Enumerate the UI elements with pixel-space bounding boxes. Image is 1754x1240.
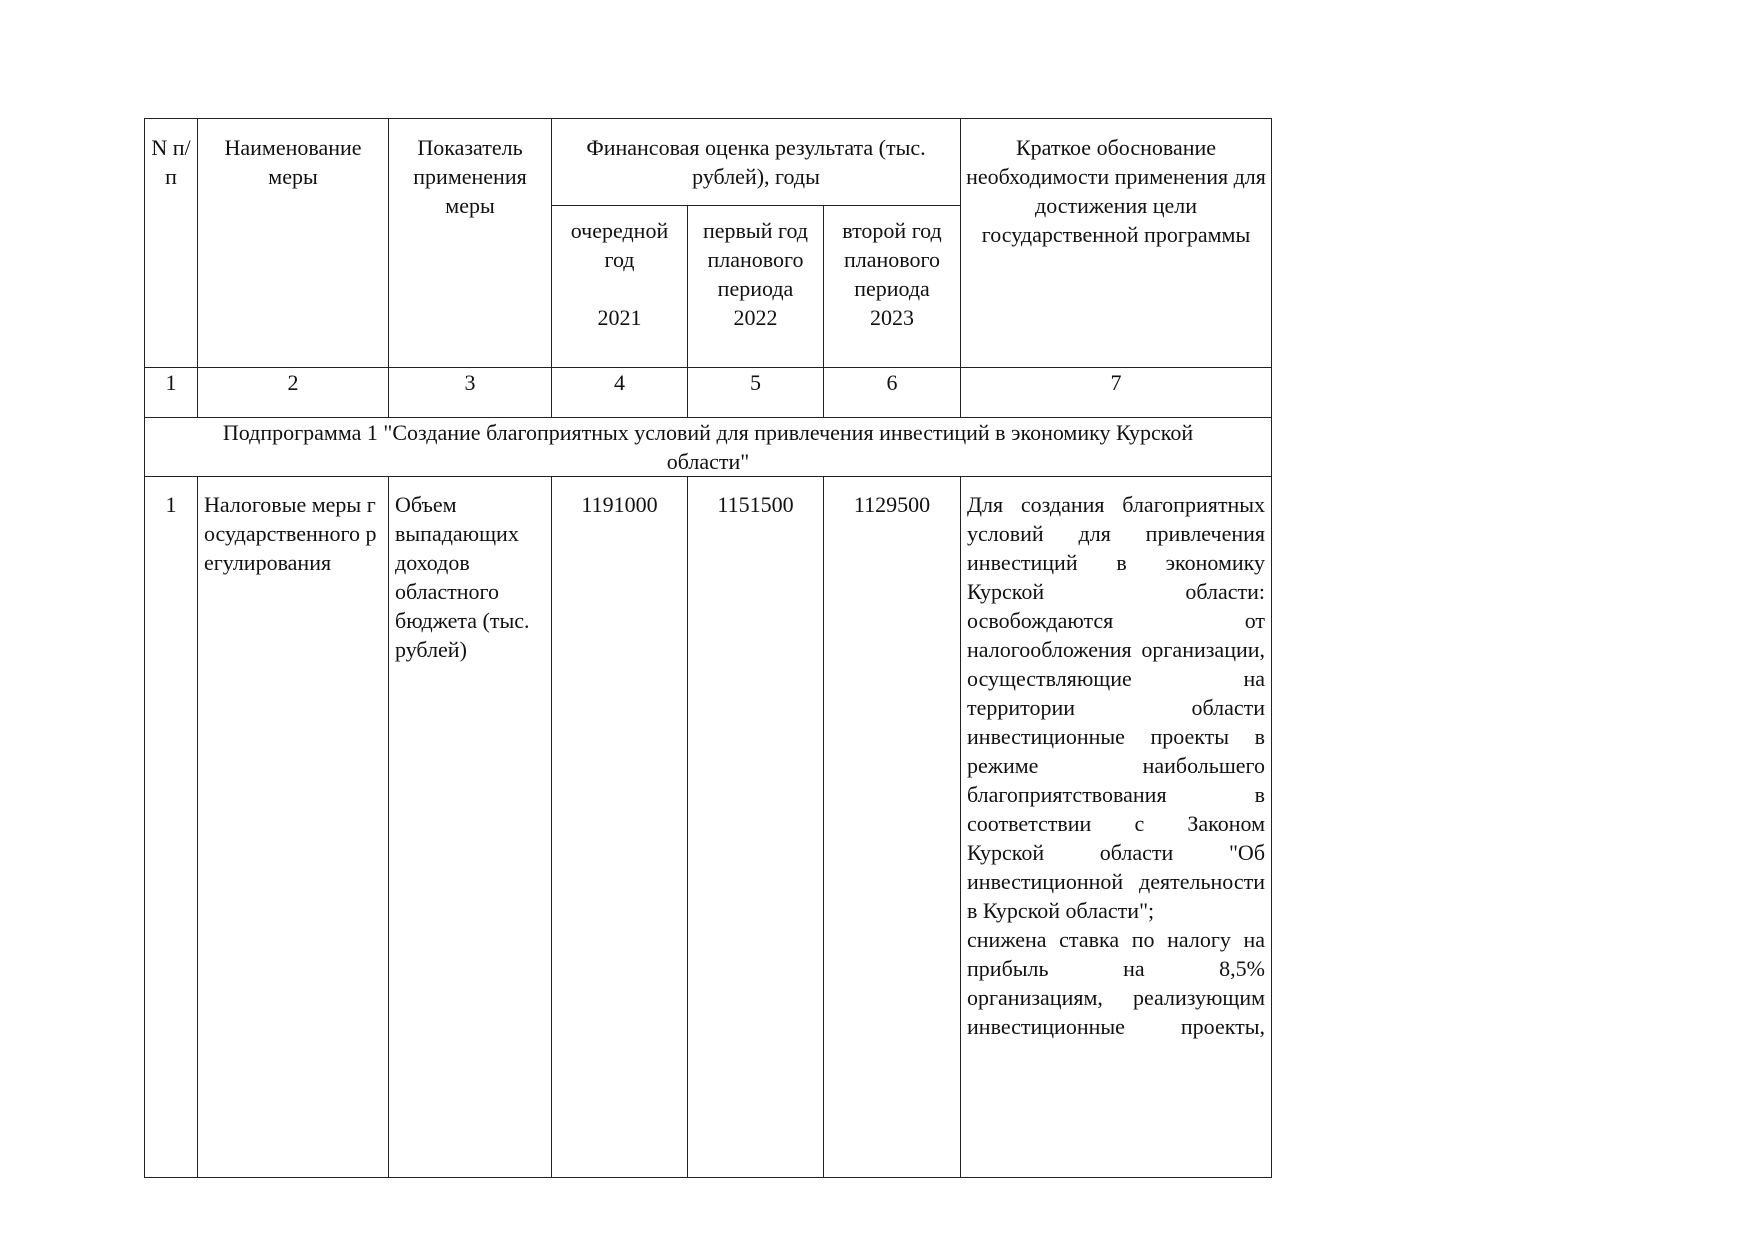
column-number: 1 [145,368,198,418]
justification-paragraph: Для создания благоприятных условий для привлечения инвестиций в экономику Курской области: освобождаются от налогообложения организации, осуществляющие на территории области инвестиционные проекты в режиме наибольшего благоприятствования в соответствии с Законом Курской области "Об инвестиционной деятельности в Курской области"; [967,492,1266,923]
column-number: 2 [198,368,389,418]
header-n: N п/п [145,119,198,368]
value-2021: 1191000 [552,477,688,1178]
measure-name: Налоговые меры государственного регулирования [198,477,389,1178]
value-2023: 1129500 [824,477,961,1178]
subheader-label: очередной год [570,218,669,272]
header-row [145,119,1272,206]
column-number: 4 [552,368,688,418]
section-title: Подпрограмма 1 "Создание благоприятных условий для привлечения инвестиций в экономику Курской области" [145,418,1272,477]
table-row [145,477,1272,1178]
column-number: 7 [961,368,1272,418]
subheader-year-current [552,206,688,368]
subheader-year: 2021 [597,305,642,330]
column-number: 6 [824,368,961,418]
measures-table [144,118,1272,1178]
value-2022: 1151500 [688,477,824,1178]
measure-indicator: Объем выпадающих доходов областного бюджета (тыс. рублей) [389,477,552,1178]
measure-justification [961,477,1272,1178]
subheader-year: 2023 [870,305,914,330]
row-number: 1 [145,477,198,1178]
section-row [145,418,1272,477]
justification-paragraph: снижена ставка по налогу на прибыль на 8,5% организациям, реализующим инвестиционные проекты, [967,927,1266,1039]
subheader-year: 2022 [733,305,778,330]
header-name: Наименование меры [198,119,389,368]
subheader-label: второй год планового периода [842,218,942,301]
subheader-year-first-plan [688,206,824,368]
header-indicator: Показатель применения меры [389,119,552,368]
subheader-year-second-plan [824,206,961,368]
header-justification: Краткое обоснование необходимости применения для достижения цели государственной программы [961,119,1272,368]
header-financial: Финансовая оценка результата (тыс. рублей), годы [552,119,961,206]
column-number: 3 [389,368,552,418]
column-number-row [145,368,1272,418]
column-number: 5 [688,368,824,418]
subheader-label: первый год планового периода [702,218,808,301]
